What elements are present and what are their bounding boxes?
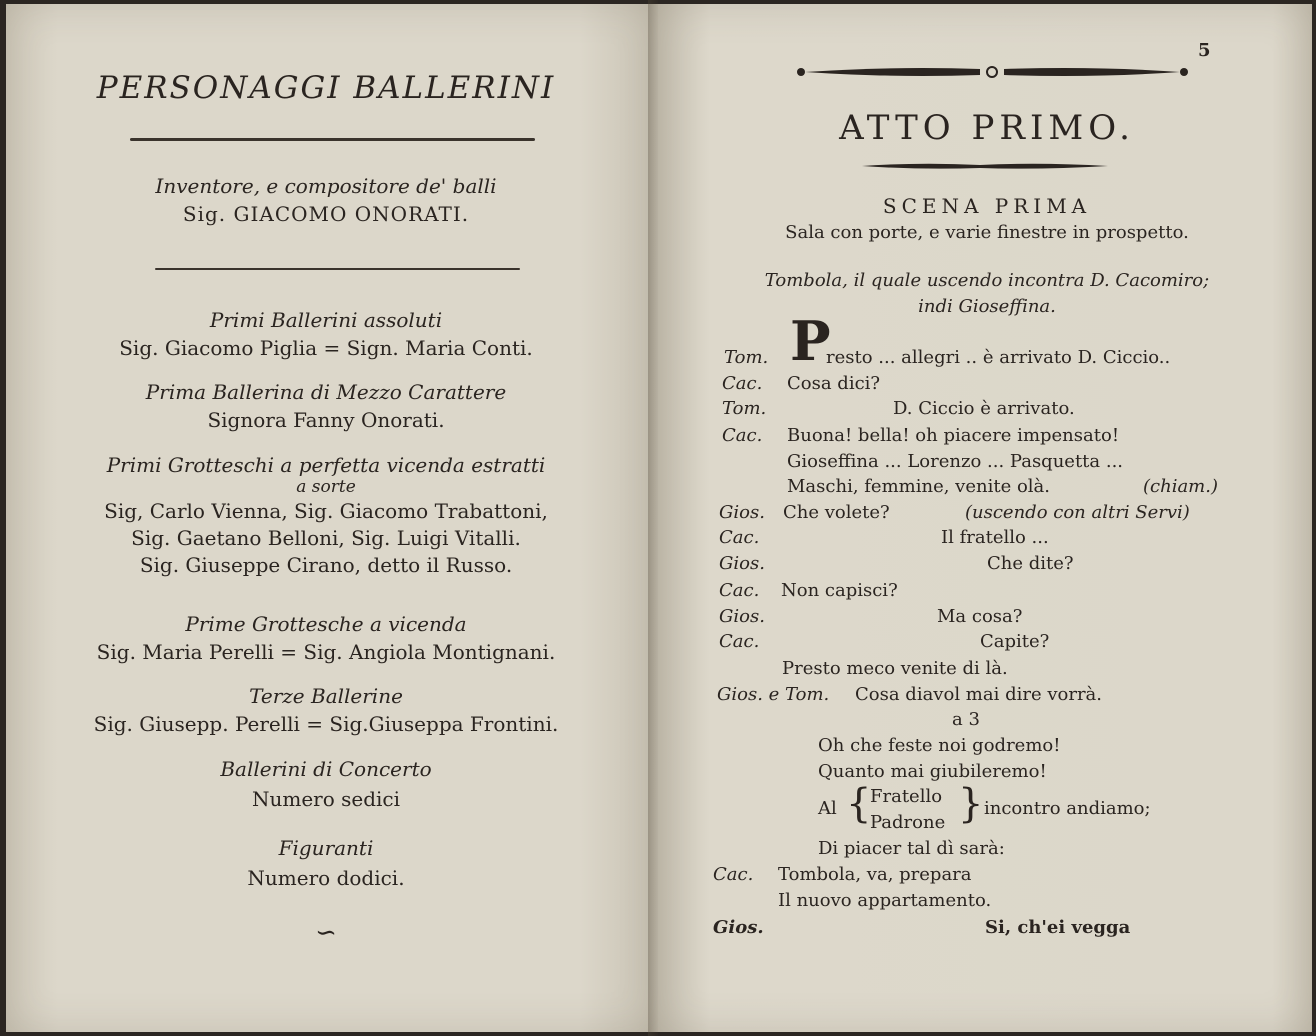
- dialogue-line: Ma cosa?: [937, 606, 1023, 627]
- dialogue-line: Il nuovo appartamento.: [778, 890, 992, 911]
- section-rule: [155, 268, 520, 270]
- speaker-label: Tom.: [724, 347, 769, 368]
- role-label: Prima Ballerina di Mezzo Carattere: [145, 380, 507, 404]
- dialogue-line: Che volete?: [783, 502, 890, 523]
- stage-note: (uscendo con altri Servi): [965, 502, 1190, 523]
- cast-names: Sig. Maria Perelli = Sig. Angiola Montignani.: [96, 640, 556, 664]
- role-label-cont: a sorte: [296, 477, 356, 497]
- speaker-label: Gios.: [719, 553, 765, 574]
- cast-names: Numero sedici: [251, 787, 401, 811]
- cast-section-1: [0, 308, 652, 360]
- end-ornament: ∽: [315, 918, 337, 948]
- brace-suffix: incontro andiamo;: [984, 798, 1151, 819]
- speaker-label: Gios.: [719, 606, 765, 627]
- left-brace-icon: {: [846, 781, 872, 827]
- dialogue-line: Capite?: [980, 631, 1050, 652]
- role-label: Figuranti: [278, 836, 374, 860]
- dialogue-line: Si, ch'ei vegga: [985, 917, 1131, 938]
- cast-names: Sig. Giuseppe Cirano, detto il Russo.: [139, 553, 513, 577]
- cast-section-6: [0, 757, 652, 811]
- speaker-label: Cac.: [719, 580, 760, 601]
- speaker-label: Cac.: [719, 631, 760, 652]
- stage-direction: Tombola, il quale uscendo incontra D. Cacomiro;: [764, 270, 1210, 291]
- dialogue-line: Oh che feste noi godremo!: [818, 735, 1061, 756]
- speaker-label: Gios. e Tom.: [717, 684, 830, 705]
- cast-section-7: [0, 836, 652, 890]
- speaker-label: Cac.: [722, 425, 763, 446]
- cast-section-2: [0, 380, 652, 432]
- stage-note: (chiam.): [1143, 476, 1218, 497]
- dialogue-line: Quanto mai giubileremo!: [818, 761, 1047, 782]
- cast-names: Sig, Carlo Vienna, Sig. Giacomo Trabattoni,: [104, 499, 548, 523]
- speaker-label: Cac.: [722, 373, 763, 394]
- dialogue-line: Che dite?: [987, 553, 1074, 574]
- brace-prefix: Al: [818, 798, 837, 819]
- cast-names: Numero dodici.: [247, 866, 405, 890]
- cast-names: Signora Fanny Onorati.: [207, 408, 445, 432]
- page-number: 5: [1198, 40, 1211, 61]
- dialogue-line: Il fratello ...: [941, 527, 1049, 548]
- dialogue-line: a 3: [952, 709, 980, 730]
- dialogue-line: Buona! bella! oh piacere impensato!: [787, 425, 1120, 446]
- dialogue-line: Gioseffina ... Lorenzo ... Pasquetta ...: [787, 451, 1124, 472]
- role-label: Terze Ballerine: [249, 684, 403, 708]
- right-brace-icon: }: [958, 781, 984, 827]
- drop-cap: P: [790, 309, 831, 373]
- dialogue-line: Cosa dici?: [787, 373, 881, 394]
- speaker-label: Gios.: [719, 502, 765, 523]
- role-label: Primi Ballerini assoluti: [209, 308, 443, 332]
- cast-names: Sig. Gaetano Belloni, Sig. Luigi Vitalli.: [131, 526, 521, 550]
- speaker-label: Tom.: [722, 398, 767, 419]
- dialogue-line: Di piacer tal dì sarà:: [818, 838, 1005, 859]
- role-label: Primi Grotteschi a perfetta vicenda estratti: [106, 453, 546, 477]
- act-title: ATTO PRIMO.: [839, 108, 1135, 148]
- dialogue-line: Tombola, va, prepara: [778, 864, 972, 885]
- cast-section-3: [0, 453, 652, 577]
- brace-option: Padrone: [870, 812, 946, 833]
- dialogue-line: Cosa diavol mai dire vorrà.: [855, 684, 1102, 705]
- dialogue-line: resto ... allegri .. è arrivato D. Ciccio..: [826, 347, 1171, 368]
- left-page-title: PERSONAGGI BALLERINI: [96, 70, 556, 106]
- inventor-role: Inventore, e compositore de' balli: [155, 174, 497, 198]
- scene-setting: Sala con porte, e varie finestre in prospetto.: [785, 222, 1189, 243]
- dialogue-line: Non capisci?: [781, 580, 898, 601]
- act-rule: [860, 160, 1110, 172]
- inventor-name: Sig. GIACOMO ONORATI.: [182, 202, 470, 226]
- cast-names: Sig. Giacomo Piglia = Sign. Maria Conti.: [119, 336, 533, 360]
- stage-direction-cont: indi Gioseffina.: [918, 296, 1056, 317]
- dialogue-line: D. Ciccio è arrivato.: [893, 398, 1075, 419]
- speaker-label: Cac.: [719, 527, 760, 548]
- speaker-label: Gios.: [713, 917, 764, 938]
- brace-option: Fratello: [870, 786, 943, 807]
- cast-section-5: [0, 684, 652, 736]
- inventor-block: [0, 174, 652, 226]
- dialogue-line: Presto meco venite di là.: [782, 658, 1008, 679]
- speaker-label: Cac.: [713, 864, 754, 885]
- title-rule: [130, 138, 535, 141]
- header-ornament: [795, 64, 1190, 80]
- scene-title: SCENA PRIMA: [882, 194, 1092, 218]
- book-gutter: [648, 0, 658, 1036]
- dialogue-line: Maschi, femmine, venite olà.: [787, 476, 1050, 497]
- cast-names: Sig. Giusepp. Perelli = Sig.Giuseppa Frontini.: [93, 712, 559, 736]
- role-label: Prime Grottesche a vicenda: [185, 612, 467, 636]
- role-label: Ballerini di Concerto: [220, 757, 432, 781]
- cast-section-4: [0, 612, 652, 664]
